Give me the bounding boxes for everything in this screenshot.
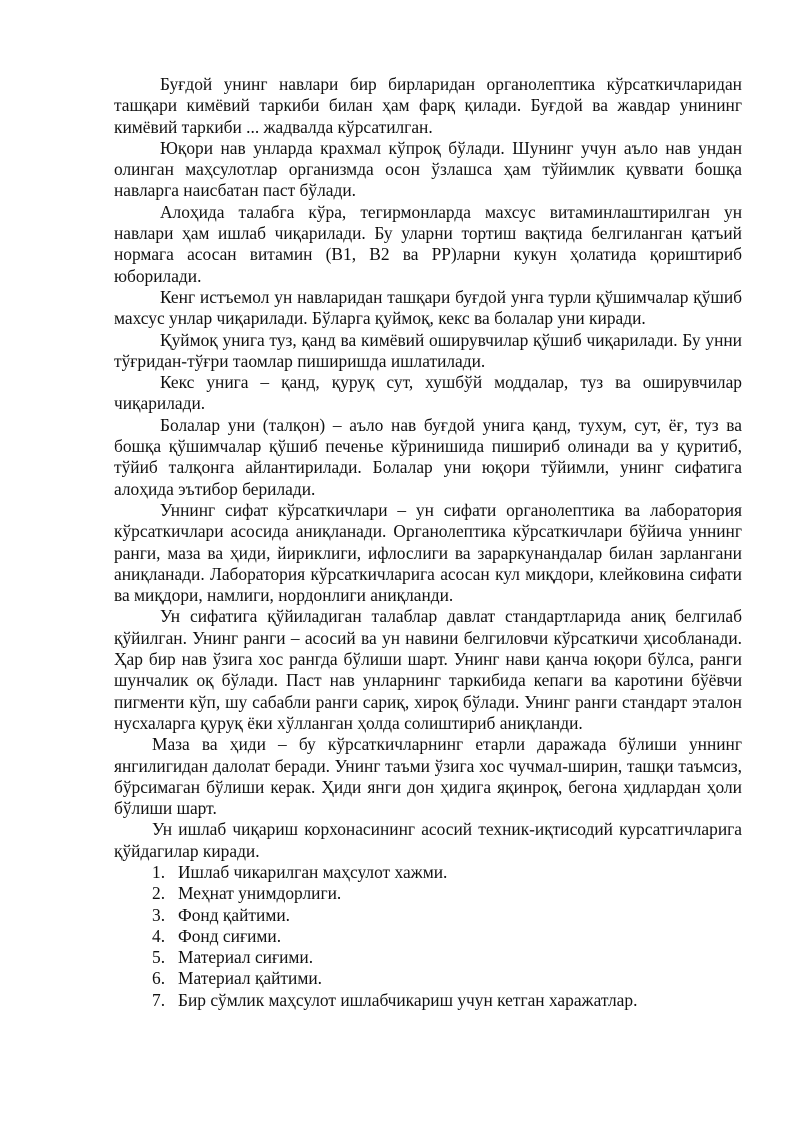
list-item-number: 3. (152, 904, 166, 925)
list-item-text: Материал сиғими. (178, 947, 314, 968)
list-item-number: 4. (152, 925, 166, 946)
list-item (114, 947, 742, 968)
list-item (114, 926, 742, 947)
paragraph-9: Ун сифатига қўйиладиган талаблар давлат стандартларида аниқ белгилаб қўйилган. Унинг ранги – асосий ва ун навини белгиловчи кўрсаткичи ҳисобланади. Ҳар бир нав ўзига хос рангда бўлиши шарт. Унинг нави қанча юқори бўлса, ранги шунчалик оқ бўлади. Паст нав унларнинг таркибида кепаги ва каротини бўёвчи пигменти кўп, шу сабабли ранги сариқ, хироқ бўлади. Унинг ранги стандарт эталон нусхаларга қуруқ ёки хўлланган ҳолда солиштириб аниқланди. (114, 606, 742, 733)
paragraph-11: Ун ишлаб чиқариш корхонасининг асосий техник-иқтисодий курсатгичларига қўйдагилар киради. (114, 819, 742, 861)
list-item-text: Фонд сиғими. (178, 925, 282, 946)
list-item-text: Бир сўмлик маҳсулот ишлабчикариш учун кетган харажатлар. (178, 989, 638, 1010)
list-item (114, 883, 742, 904)
list-item-text: Материал қайтими. (178, 968, 322, 989)
list-item-number: 5. (152, 947, 166, 968)
list-item (114, 905, 742, 926)
list-item (114, 968, 742, 989)
list-item-text: Меҳнат унимдорлиги. (178, 883, 342, 904)
paragraph-4: Кенг истъемол ун навларидан ташқари буғдой унга турли қўшимчалар қўшиб махсус унлар чиқарилади. Бўларга қуймоқ, кекс ва болалар уни киради. (114, 286, 742, 329)
list-item-text: Ишлаб чикарилган маҳсулот хажми. (178, 861, 448, 882)
paragraph-10: Маза ва ҳиди – бу кўрсаткичларнинг етарли даражада бўлиши уннинг янгилигидан далолат беради. Унинг таъми ўзига хос чучмал-ширин, ташқи таъмсиз, бўрсимаган бўлиши керак. Ҳиди янги дон ҳидига яқинроқ, бегона ҳидлардан ҳоли бўлиши шарт. (114, 734, 742, 819)
list-item (114, 862, 742, 883)
list-item-number: 7. (152, 989, 166, 1010)
paragraph-7: Болалар уни (талқон) – аъло нав буғдой унига қанд, тухум, сут, ёғ, туз ва бошқа қўшимчалар қўшиб печенье кўринишида пишириб олинади ва у қуритиб, тўйиб талқонга айлантирилади. Болалар уни юқори тўйимли, унинг сифатига алоҳида эътибор берилади. (114, 414, 742, 499)
indicators-list (114, 862, 742, 1011)
list-item-text: Фонд қайтими. (178, 904, 290, 925)
list-item-number: 2. (152, 883, 166, 904)
paragraph-8: Уннинг сифат кўрсаткичлари – ун сифати органолептика ва лаборатория кўрсаткичлари асосида аниқланади. Органолептика кўрсаткичлари бўйича уннинг ранги, маза ва ҳиди, йириклиги, ифлослиги ва зараркунандалар билан зарлангани аниқланади. Лаборатория кўрсаткичларига асосан кул миқдори, клейковина сифати ва миқдори, намлиги, нордонлиги аниқланди. (114, 499, 742, 606)
paragraph-5: Қуймоқ унига туз, қанд ва кимёвий оширувчилар қўшиб чиқарилади. Бу унни тўғридан-тўғри таомлар пиширишда ишлатилади. (114, 329, 742, 371)
list-item-number: 6. (152, 968, 166, 989)
document-page (114, 74, 742, 1011)
paragraph-2: Юқори нав унларда крахмал кўпроқ бўлади. Шунинг учун аъло нав ундан олинган маҳсулотлар организмда осон ўзлашса ҳам тўйимлик қуввати бошқа навларга наисбатан паст бўлади. (114, 137, 742, 201)
paragraph-6: Кекс унига – қанд, қуруқ сут, хушбўй моддалар, туз ва оширувчилар чиқарилади. (114, 372, 742, 414)
paragraph-1: Буғдой унинг навлари бир бирларидан органолептика кўрсаткичларидан ташқари кимёвий таркиби билан ҳам фарқ қилади. Буғдой ва жавдар унининг кимёвий таркиби ... жадвалда кўрсатилган. (114, 74, 742, 137)
paragraph-3: Алоҳида талабга кўра, тегирмонларда махсус витаминлаштирилган ун навлари ҳам ишлаб чиқарилади. Бу уларни тортиш вақтида белгиланган қатъий нормага асосан витамин (B1, B2 ва PP)ларни кукун ҳолатида қориштириб юборилади. (114, 201, 742, 286)
list-item-number: 1. (152, 861, 166, 882)
list-item (114, 990, 742, 1011)
